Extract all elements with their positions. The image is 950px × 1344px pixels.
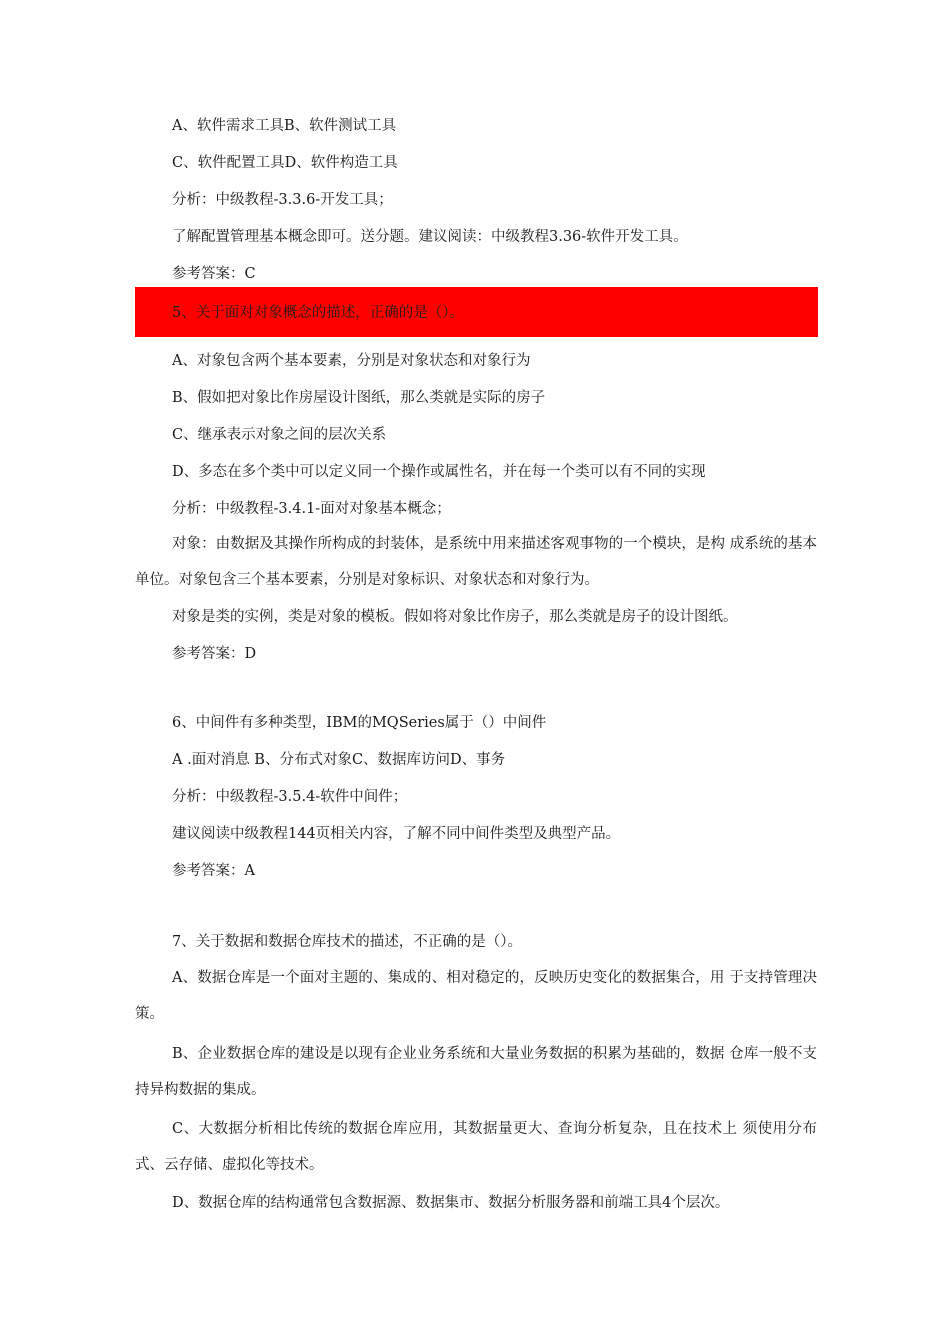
q5-analysis: 分析：中级教程-3.4.1-面对对象基本概念； bbox=[172, 501, 451, 517]
q5-question: 5、关于面对对象概念的描述，正确的是（）。 bbox=[172, 305, 464, 321]
q4-answer: 参考答案：C bbox=[172, 266, 256, 282]
q5-option-b: B、假如把对象比作房屋设计图纸，那么类就是实际的房子 bbox=[172, 390, 546, 406]
q7-option-a: A、数据仓库是一个面对主题的、集成的、相对稳定的，反映历史变化的数据集合，用 于支持管理决策。 bbox=[135, 970, 817, 1022]
q7-option-b: B、企业数据仓库的建设是以现有企业业务系统和大量业务数据的积累为基础的，数据 仓库一般不支持异构数据的集成。 bbox=[135, 1046, 817, 1098]
q4-analysis: 分析：中级教程-3.3.6-开发工具； bbox=[172, 192, 393, 208]
q5-option-d: D、多态在多个类中可以定义同一个操作或属性名，并在每一个类可以有不同的实现 bbox=[172, 464, 706, 480]
q5-answer: 参考答案：D bbox=[172, 646, 257, 662]
q7-option-c: C、大数据分析相比传统的数据仓库应用，其数据量更大、查询分析复杂，且在技术上 须使用分布式、云存储、虚拟化等技术。 bbox=[135, 1121, 817, 1173]
q7-option-d: D、数据仓库的结构通常包含数据源、数据集市、数据分析服务器和前端工具4个层次。 bbox=[172, 1195, 730, 1211]
q7-question: 7、关于数据和数据仓库技术的描述，不正确的是（）。 bbox=[172, 934, 522, 950]
q6-answer: 参考答案：A bbox=[172, 863, 255, 879]
q5-explanation-1: 对象：由数据及其操作所构成的封装体，是系统中用来描述客观事物的一个模块，是构 成系统的基本单位。对象包含三个基本要素，分别是对象标识、对象状态和对象行为。 bbox=[135, 536, 817, 588]
q5-option-c: C、继承表示对象之间的层次关系 bbox=[172, 427, 387, 443]
q6-analysis: 分析：中级教程-3.5.4-软件中间件； bbox=[172, 789, 408, 805]
q4-options-cd: C、软件配置工具D、软件构造工具 bbox=[172, 155, 398, 171]
q4-options-ab: A、软件需求工具B、软件测试工具 bbox=[172, 118, 397, 134]
q6-note: 建议阅读中级教程144页相关内容，了解不同中间件类型及典型产品。 bbox=[172, 826, 621, 842]
q6-question: 6、中间件有多种类型，IBM的MQSeries属于（）中间件 bbox=[172, 715, 547, 731]
q5-highlight-band bbox=[135, 287, 818, 337]
q4-note: 了解配置管理基本概念即可。送分题。建议阅读：中级教程3.36-软件开发工具。 bbox=[172, 229, 688, 245]
q6-options: A .面对消息 B、分布式对象C、数据库访问D、事务 bbox=[172, 752, 506, 768]
q5-explanation-2: 对象是类的实例，类是对象的模板。假如将对象比作房子，那么类就是房子的设计图纸。 bbox=[172, 609, 738, 625]
q5-option-a: A、对象包含两个基本要素，分别是对象状态和对象行为 bbox=[172, 353, 531, 369]
